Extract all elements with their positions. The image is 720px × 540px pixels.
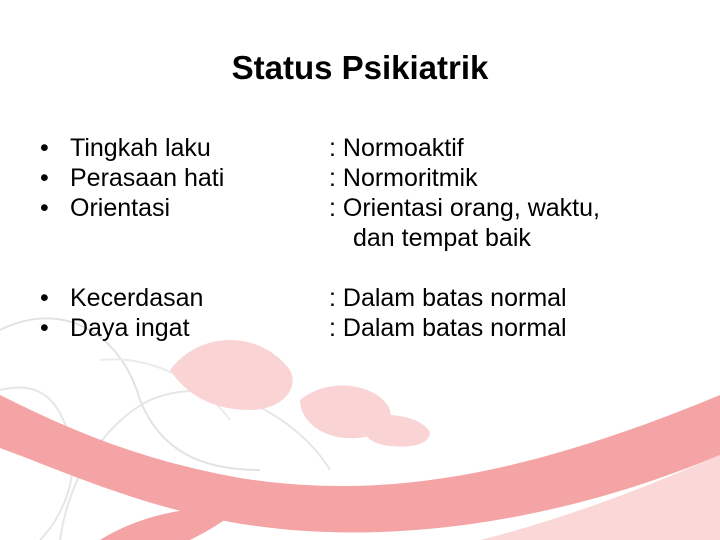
list-item [40, 133, 300, 163]
item-value: : Orientasi orang, waktu, [329, 194, 600, 222]
list-item [40, 283, 300, 313]
list-item [40, 163, 300, 193]
item-value: : Normoritmik [329, 164, 478, 192]
list-item [40, 193, 300, 223]
bullet-icon: • [40, 164, 49, 192]
value-column [329, 133, 709, 343]
bullet-icon: • [40, 134, 49, 162]
item-value: : Dalam batas normal [329, 284, 567, 312]
list-item [40, 313, 300, 343]
bullet-icon: • [40, 194, 49, 222]
label-column [40, 133, 300, 343]
item-label: Orientasi [70, 194, 171, 222]
item-label: Daya ingat [70, 314, 190, 342]
item-label: Kecerdasan [70, 284, 204, 312]
bullet-icon: • [40, 284, 49, 312]
item-value: : Normoaktif [329, 134, 464, 162]
item-label: Tingkah laku [70, 134, 211, 162]
item-value: : Dalam batas normal [329, 314, 567, 342]
item-value-continued: dan tempat baik [353, 224, 531, 252]
bullet-icon: • [40, 314, 49, 342]
page-title: Status Psikiatrik [231, 49, 489, 86]
item-label: Perasaan hati [70, 164, 225, 192]
